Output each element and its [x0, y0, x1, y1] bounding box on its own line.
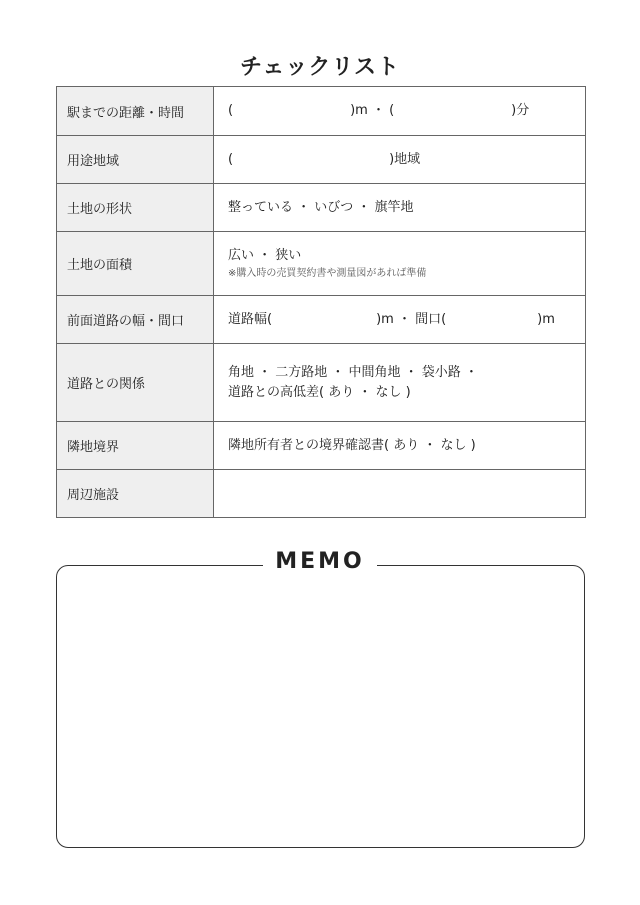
- table-row: [57, 184, 586, 232]
- memo-title: MEMO: [263, 549, 377, 574]
- row-label: 駅までの距離・時間: [57, 87, 214, 136]
- row-value-text: ( )地域: [228, 151, 421, 167]
- row-value: [214, 470, 586, 518]
- row-label: 道路との関係: [57, 344, 214, 422]
- memo-heading: [0, 549, 640, 574]
- row-label: 前面道路の幅・間口: [57, 296, 214, 344]
- row-value: [214, 87, 586, 136]
- row-value-text: 広い ・ 狭い: [228, 247, 302, 263]
- row-value-text-2: 道路との高低差( あり ・ なし ): [228, 384, 411, 400]
- memo-box: [56, 565, 585, 848]
- table-row: [57, 344, 586, 422]
- row-value: [214, 184, 586, 232]
- row-value-text: 道路幅( )m ・ 間口( )m: [228, 311, 555, 327]
- row-value: [214, 232, 586, 296]
- table-row: [57, 422, 586, 470]
- row-value: [214, 136, 586, 184]
- table-row: [57, 296, 586, 344]
- row-value: [214, 296, 586, 344]
- row-value: [214, 422, 586, 470]
- row-label: 土地の形状: [57, 184, 214, 232]
- table-row: [57, 87, 586, 136]
- checklist-table: [56, 86, 586, 518]
- row-label: 隣地境界: [57, 422, 214, 470]
- row-value: [214, 344, 586, 422]
- page-title: チェックリスト: [240, 55, 400, 80]
- row-value-text: 隣地所有者との境界確認書( あり ・ なし ): [228, 437, 476, 453]
- row-value-text: 整っている ・ いびつ ・ 旗竿地: [228, 199, 414, 215]
- table-row: [57, 232, 586, 296]
- row-label: 土地の面積: [57, 232, 214, 296]
- table-row: [57, 470, 586, 518]
- row-label: 周辺施設: [57, 470, 214, 518]
- row-label: 用途地域: [57, 136, 214, 184]
- row-value-text: ( )m ・ ( )分: [228, 103, 530, 118]
- row-value-text: 角地 ・ 二方路地 ・ 中間角地 ・ 袋小路 ・: [228, 364, 478, 380]
- row-note: ※購入時の売買契約書や測量図があれば準備: [228, 267, 427, 279]
- table-row: [57, 136, 586, 184]
